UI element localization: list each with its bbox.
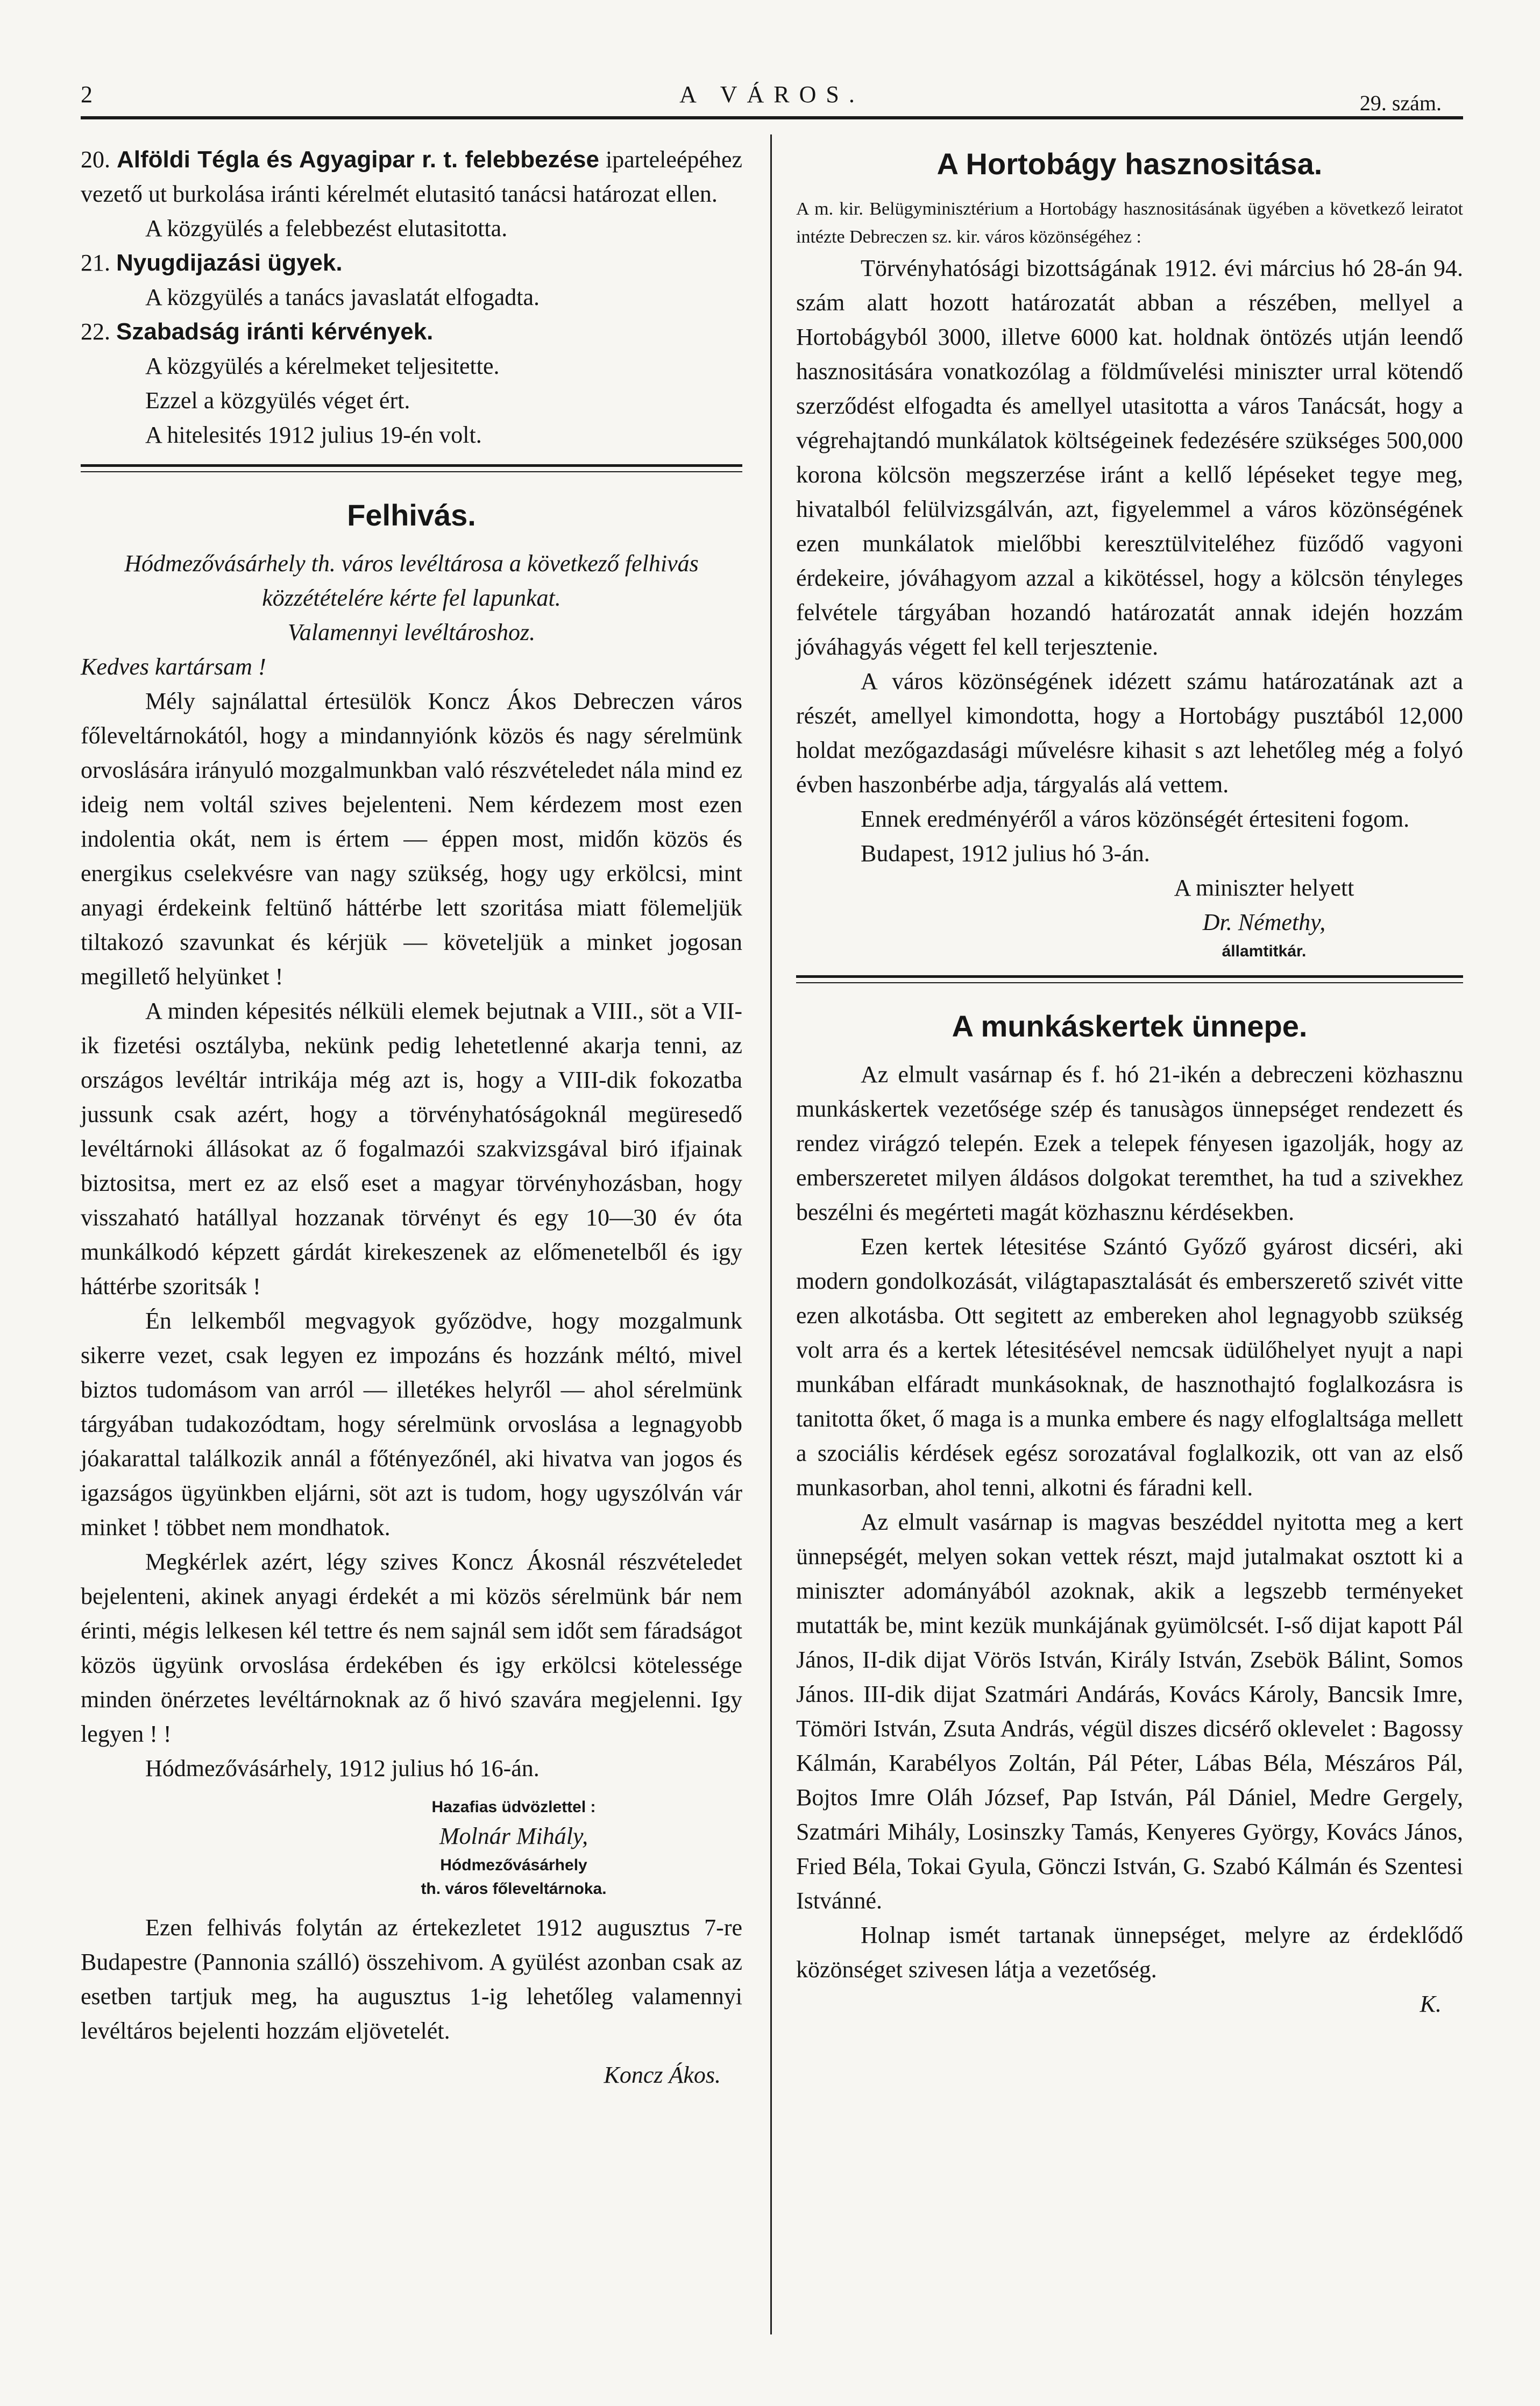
agenda-item-20 bbox=[81, 143, 742, 211]
agenda-item-title: Szabadság iránti kérvények. bbox=[116, 318, 434, 345]
right-column bbox=[796, 143, 1463, 2021]
felhivas-date: Hódmezővásárhely, 1912 julius hó 16-án. bbox=[145, 1755, 540, 1782]
agenda-item-title: Alföldi Tégla és Agyagipar r. t. felebbezése bbox=[117, 146, 599, 173]
hortobagy-title: A Hortobágy hasznositása. bbox=[936, 147, 1323, 181]
munkaskertek-paragraph-2: Ezen kertek létesitése Szántó Győző gyárost dicséri, aki modern gondolkozását, világtapasztalását és emberszerető szivét vitte ezen alkotásba. Ott segitett az embereken ahol legnagyobb szükség volt arra és a kertek létesitésével nemcsak üdülőhelyet nyujt a napi munkában elfáradt munkásoknak, de hasznothajtó foglalkozásra is tanitotta őket, ő maga is a munka embere és nagy elfoglaltsága mellett a szociális kérdések egész sorozatával foglalkozik, ott van az első munkasorban, ahol tenni, alkotni és fáradni kell. bbox=[796, 1233, 1463, 1501]
felhivas-salutation: Kedves kartársam ! bbox=[81, 654, 266, 680]
felhivas-signer-title-2: th. város főleveltárnoka. bbox=[421, 1880, 607, 1898]
hortobagy-paragraph-2: A város közönségének idézett számu határozatának azt a részét, amellyel kimondotta, hogy a Hortobágy pusztából 12,000 holdat mezőgazdasági művelésre kihasit s azt lehetőleg még a folyó évben haszonbérbe adja, tárgyalás alá vettem. bbox=[796, 668, 1463, 798]
agenda-item-number: 21. bbox=[81, 250, 110, 276]
felhivas-final-signature: Koncz Ákos. bbox=[604, 2062, 721, 2088]
left-column bbox=[81, 143, 742, 2092]
hortobagy-intro: A m. kir. Belügyminisztérium a Hortobágy hasznositásának ügyében a következő leiratot intézte Debreczen sz. kir. város közönségéhez : bbox=[796, 199, 1463, 247]
page-header bbox=[81, 75, 1463, 124]
felhivas-signer-title-1: Hódmezővásárhely bbox=[440, 1856, 587, 1874]
hortobagy-sig-line-3: államtitkár. bbox=[1222, 942, 1307, 960]
felhivas-greeting: Hazafias üdvözlettel : bbox=[431, 1798, 596, 1816]
felhivas-paragraph-1: Mély sajnálattal értesülök Koncz Ákos Debreczen város főleveltárnokától, hogy a mindannyiónk közös és nagy sérelmünk orvoslására irányuló mozgalmunkban való részvételedet nála mind ez ideig nem voltál szives bejelenteni. Nem kérdezem most ezen indolentia okát, nem is értem — éppen most, midőn közös és energikus cselekvésre van nagy szükség, hogy ugy erkölcsi, mint anyagi érdekeink feltünő háttérbe lett szoritása miatt fölemeljük tiltakozó szavunkat és kérjük — követeljük a minket jogosan megillető helyünket ! bbox=[81, 688, 742, 990]
munkaskertek-paragraph-3: Az elmult vasárnap is magvas beszéddel nyitotta meg a kert ünnepségét, melyen sokan vettek részt, majd jutalmakat osztott ki a miniszter adományából azoknak, akik a legszebb terményeket mutatták be, mint kezük munkájának gyümölcsét. I-ső dijat kapott Pál János, II-dik dijat Vörös István, Király István, Zsebök Bálint, Somos János. III-dik dijat Szatmári Andárás, Kovács Károly, Bancsik Imre, Tömöri István, Zsuta András, végül diszes dicsérő oklevelet : Bagossy Kálmán, Karabélyos Zoltán, Pál Péter, Lábas Béla, Mészáros Pál, Bojtos Imre Oláh József, Pap István, Pál Dániel, Medre Gergely, Szatmári Mihály, Losinszky Tamás, Kenyeres György, Kovács János, Fried Béla, Tokai Gyula, Gönczi István, G. Szabó Kálmán és Szentesi Istvánné. bbox=[796, 1509, 1463, 1914]
newspaper-page bbox=[81, 75, 1463, 2356]
felhivas-address: Valamennyi levéltároshoz. bbox=[287, 619, 536, 645]
page-number: 2 bbox=[81, 81, 93, 108]
felhivas-paragraph-5: Ezen felhivás folytán az értekezletet 1912 augusztus 7-re Budapestre (Pannonia szálló) összehivom. A gyülést azonban csak az esetben tartjuk meg, ha augusztus 1-ig lehetőleg valamennyi levéltáros bejelenti hozzám eljövetelét. bbox=[81, 1914, 742, 2044]
felhivas-title: Felhivás. bbox=[347, 498, 476, 532]
agenda-item-title: Nyugdijazási ügyek. bbox=[116, 250, 343, 276]
felhivas-intro: Hódmezővásárhely th. város levéltárosa a következő felhivás közzétételére kérte fel lapunkat. bbox=[124, 550, 699, 611]
agenda-item-21 bbox=[81, 246, 742, 280]
section-rule bbox=[81, 464, 742, 472]
hortobagy-paragraph-1: Törvényhatósági bizottságának 1912. évi március hó 28-án 94. szám alatt hozott határozatát abban a részében, mellyel a Hortobágyból 3000, illetve 6000 kat. holdnak öntözés utján leendő hasznositására vonatkozólag a földművelési miniszter urral kötendő szerződést elfogadta és amellyel utasitotta a város Tanácsát, hogy a végrehajtandó munkálatok költségeinek fedezésére szükséges 500,000 korona kölcsön megszerzése iránt a kellő lépéseket tegye meg, hivatalból felülvizsgálván, azt, figyelemmel a város közönségének ezen munkálatok mielőbbi keresztülviteléhez füződő vagyoni érdekeire, jóváhagyom azzal a kikötéssel, hogy a kölcsön tényleges felvétele tárgyában hozandó határozatát annak idején hozzám jóváhagyás végett fel kell terjesztenie. bbox=[796, 255, 1463, 660]
munkaskertek-title: A munkáskertek ünnepe. bbox=[952, 1009, 1308, 1043]
header-rule bbox=[81, 116, 1463, 119]
agenda-item-text: iparteleépéhez vezető ut burkolása iránti kérelmét elutasitó tanácsi határozat ellen. bbox=[81, 146, 742, 207]
section-rule bbox=[796, 975, 1463, 983]
agenda-item-number: 22. bbox=[81, 318, 110, 345]
column-divider bbox=[770, 134, 772, 2334]
hortobagy-sig-line-1: A miniszter helyett bbox=[1174, 875, 1354, 901]
agenda-decision: A közgyülés a felebbezést elutasitotta. bbox=[145, 215, 508, 242]
felhivas-paragraph-2: A minden képesités nélküli elemek bejutnak a VIII., söt a VII-ik fizetési osztályba, nekünk pedig lehetetlenné akarja tenni, az országos levéltár intrikája még azt is, hogy a VIII-dik fokozatba jussunk csak azért, hogy a törvényhatóságoknál megüresedő levéltárnoki állásokat az ő fogalmazói szakvizsgával biró ifjainak biztositsa, mert ez az első eset a magyar törvényhozásban, hogy visszaható hatállyal hozzanak törvényt és egy 10—30 év óta munkálkodó képzett gárdát kirekeszenek az előmenetelből és igy háttérbe szoritsák ! bbox=[81, 998, 742, 1300]
agenda-item-22 bbox=[81, 315, 742, 349]
newspaper-title: A VÁROS. bbox=[679, 81, 864, 108]
agenda-item-number: 20. bbox=[81, 146, 110, 173]
hortobagy-sig-line-2: Dr. Némethy, bbox=[1202, 909, 1326, 935]
munkaskertek-signature: K. bbox=[1420, 1991, 1442, 2017]
felhivas-paragraph-3: Én lelkemből megvagyok győzödve, hogy mozgalmunk sikerre vezet, csak legyen ez impozáns és hozzánk méltó, mivel biztos tudomásom van arról — illetékes helyről — ahol sérelmünk tárgyában tudakozódtam, hogy sérelmünk orvoslása a legnagyobb jóakarattal találkozik annál a főtényezőnél, aki hivatva van jogos és igazságos ügyünkben eljárni, söt azt is tudom, hogy ugyszólván vár minket ! többet nem mondhatok. bbox=[81, 1308, 742, 1541]
meeting-closing: Ezzel a közgyülés véget ért. bbox=[145, 387, 410, 414]
felhivas-paragraph-4: Megkérlek azért, légy szives Koncz Ákosnál részvételedet bejelenteni, akinek anyagi érdekét a mi közös sérelmünk bár nem érinti, mégis lelkesen kél tettre és nem sajnál sem időt sem fáradságot közös ügyünk orvoslása érdekében és igy erkölcsi kötelessége minden önérzetes levéltárnoknak az ő hivó szavára megjelenni. Igy legyen ! ! bbox=[81, 1549, 742, 1747]
hortobagy-date: Budapest, 1912 julius hó 3-án. bbox=[861, 840, 1150, 867]
agenda-decision: A közgyülés a tanács javaslatát elfogadta. bbox=[145, 284, 540, 310]
issue-number: 29. szám. bbox=[1359, 91, 1442, 115]
felhivas-signer: Molnár Mihály, bbox=[439, 1823, 588, 1849]
hortobagy-paragraph-3: Ennek eredményéről a város közönségét értesiteni fogom. bbox=[861, 806, 1410, 832]
munkaskertek-paragraph-4: Holnap ismét tartanak ünnepséget, melyre az érdeklődő közönséget szivesen látja a vezetőség. bbox=[796, 1922, 1463, 1983]
munkaskertek-paragraph-1: Az elmult vasárnap és f. hó 21-ikén a debreczeni közhasznu munkáskertek vezetősége szép és tanusàgos ünnepséget rendezett és rendez virágzó telepén. Ezek a telepek fényesen igazolják, hogy az emberszeretet milyen áldásos dolgokat teremthet, ha tud a szivekhez beszélni és megérteti magát közhasznu kérdésekben. bbox=[796, 1061, 1463, 1225]
meeting-authentication: A hitelesités 1912 julius 19-én volt. bbox=[145, 422, 482, 448]
agenda-decision: A közgyülés a kérelmeket teljesitette. bbox=[145, 353, 500, 379]
